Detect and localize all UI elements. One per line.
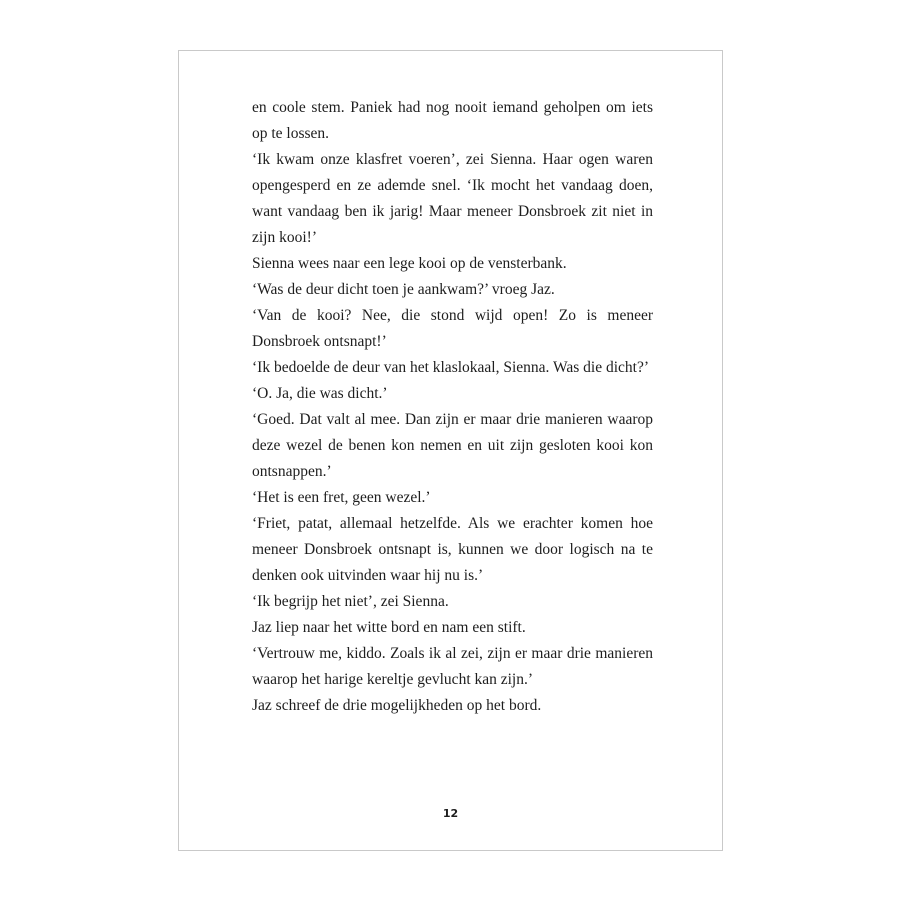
paragraph: Jaz schreef de drie mogelijkheden op het bord. bbox=[252, 697, 542, 714]
page-body-text bbox=[252, 95, 653, 719]
paragraph: ‘Ik kwam onze klasfret voeren’, zei Sienna. Haar ogen waren opengesperd en ze ademde snel. ‘Ik mocht het vandaag doen, want vandaag ben ik jarig! Maar meneer Donsbroek zit niet in zijn kooi!’ bbox=[252, 151, 653, 246]
paragraph: ‘Het is een fret, geen wezel.’ bbox=[252, 489, 431, 506]
paragraph: Jaz liep naar het witte bord en nam een stift. bbox=[252, 619, 526, 636]
book-page bbox=[178, 50, 723, 851]
paragraph: ‘Vertrouw me, kiddo. Zoals ik al zei, zijn er maar drie manieren waarop het harige kereltje gevlucht kan zijn.’ bbox=[252, 645, 653, 688]
paragraph: Sienna wees naar een lege kooi op de vensterbank. bbox=[252, 255, 567, 272]
paragraph: ‘Ik begrijp het niet’, zei Sienna. bbox=[252, 593, 449, 610]
paragraph: ‘Ik bedoelde de deur van het klaslokaal, Sienna. Was die dicht?’ bbox=[252, 359, 650, 376]
paragraph: ‘O. Ja, die was dicht.’ bbox=[252, 385, 388, 402]
paragraph: ‘Friet, patat, allemaal hetzelfde. Als we erachter komen hoe meneer Donsbroek ontsnapt is, kunnen we door logisch na te denken ook uitvinden waar hij nu is.’ bbox=[252, 515, 653, 584]
paragraph: ‘Goed. Dat valt al mee. Dan zijn er maar drie manieren waarop deze wezel de benen kon nemen en uit zijn gesloten kooi kon ontsnappen.’ bbox=[252, 411, 653, 480]
page-number: 12 bbox=[442, 807, 459, 820]
paragraph: en coole stem. Paniek had nog nooit iemand geholpen om iets op te lossen. bbox=[252, 99, 653, 142]
paragraph: ‘Van de kooi? Nee, die stond wijd open! Zo is meneer Donsbroek ontsnapt!’ bbox=[252, 307, 653, 350]
paragraph: ‘Was de deur dicht toen je aankwam?’ vroeg Jaz. bbox=[252, 281, 555, 298]
